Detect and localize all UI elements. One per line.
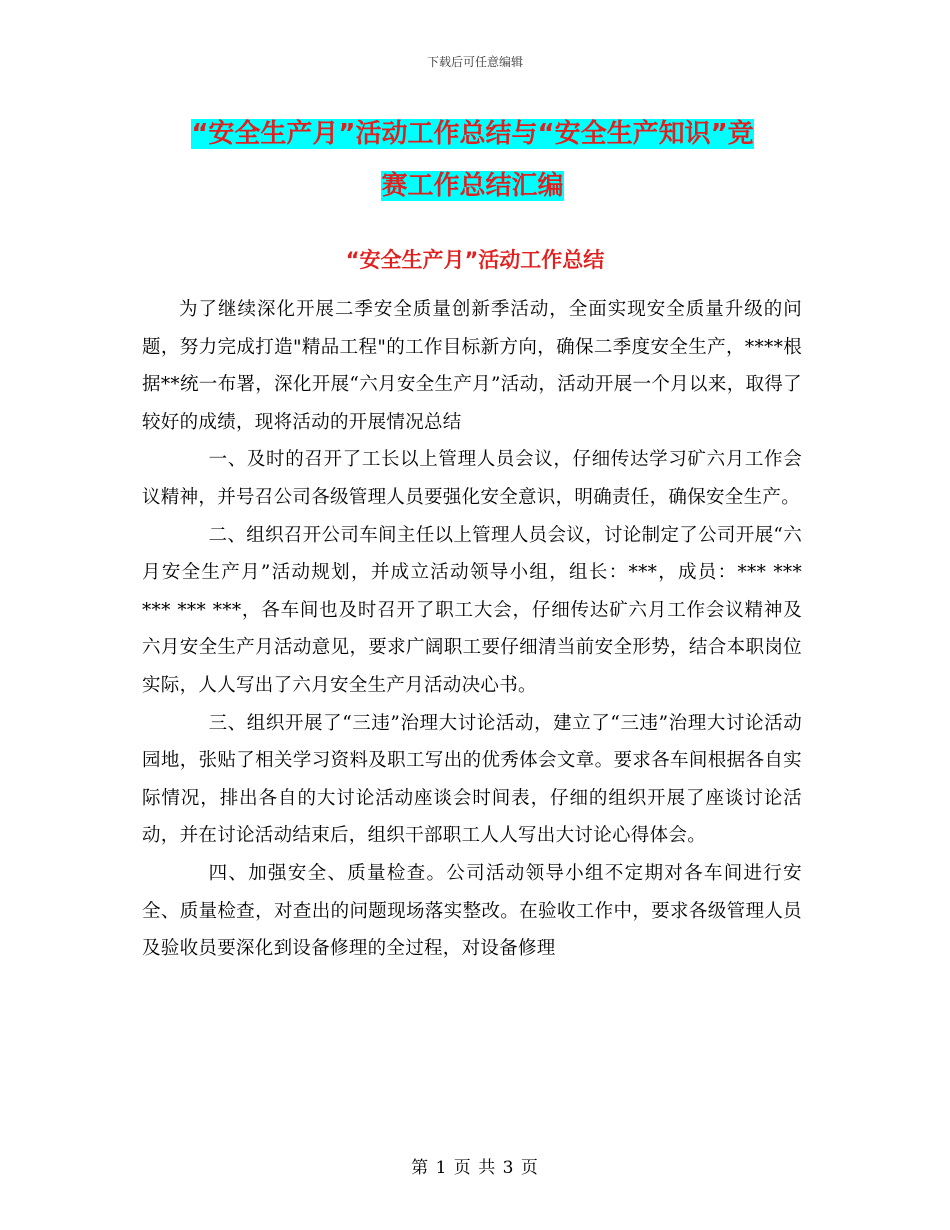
document-title (140, 108, 805, 212)
page-number: 第 1 页 共 3 页 (411, 1158, 539, 1178)
document-title-line-1: “安全生产月”活动工作总结与“安全生产知识”竞 (191, 119, 754, 149)
section-title: “安全生产月”活动工作总结 (345, 248, 605, 272)
paragraph-intro: 为了继续深化开展二季安全质量创新季活动，全面实现安全质量升级的问题，努力完成打造"精品工程"的工作目标新方向，确保二季度安全生产，****根据**统一布署，深化开展“六月安全生产月”活动，活动开展一个月以来，取得了较好的成绩，现将活动的开展情况总结 (142, 299, 802, 433)
paragraph-item-1: 一、及时的召开了工长以上管理人员会议，仔细传达学习矿六月工作会议精神，并号召公司各级管理人员要强化安全意识，明确责任，确保安全生产。 (142, 449, 802, 508)
paragraph-item-3: 三、组织开展了“三违”治理大讨论活动，建立了“三违”治理大讨论活动园地，张贴了相关学习资料及职工写出的优秀体会文章。要求各车间根据各自实际情况，排出各自的大讨论活动座谈会时间表，仔细的组织开展了座谈讨论活动，并在讨论活动结束后，组织干部职工人人写出大讨论心得体会。 (142, 712, 802, 847)
document-body (142, 291, 802, 968)
header-note: 下载后可任意编辑 (426, 55, 523, 69)
paragraph-item-2: 二、组织召开公司车间主任以上管理人员会议，讨论制定了公司开展“六月安全生产月”活动规划，并成立活动领导小组，组长：***，成员：*** *** *** *** ***，各车间也及时召开了职工大会，仔细传达矿六月工作会议精神及六月安全生产月活动意见，要求广阔职工要仔细清当前安全形势，结合本职岗位实际，人人写出了六月安全生产月活动决心书。 (142, 524, 802, 696)
document-title-line-2: 赛工作总结汇编 (381, 171, 564, 201)
paragraph-item-4: 四、加强安全、质量检查。公司活动领导小组不定期对各车间进行安全、质量检查，对查出的问题现场落实整改。在验收工作中，要求各级管理人员及验收员要深化到设备修理的全过程，对设备修理 (142, 862, 802, 960)
